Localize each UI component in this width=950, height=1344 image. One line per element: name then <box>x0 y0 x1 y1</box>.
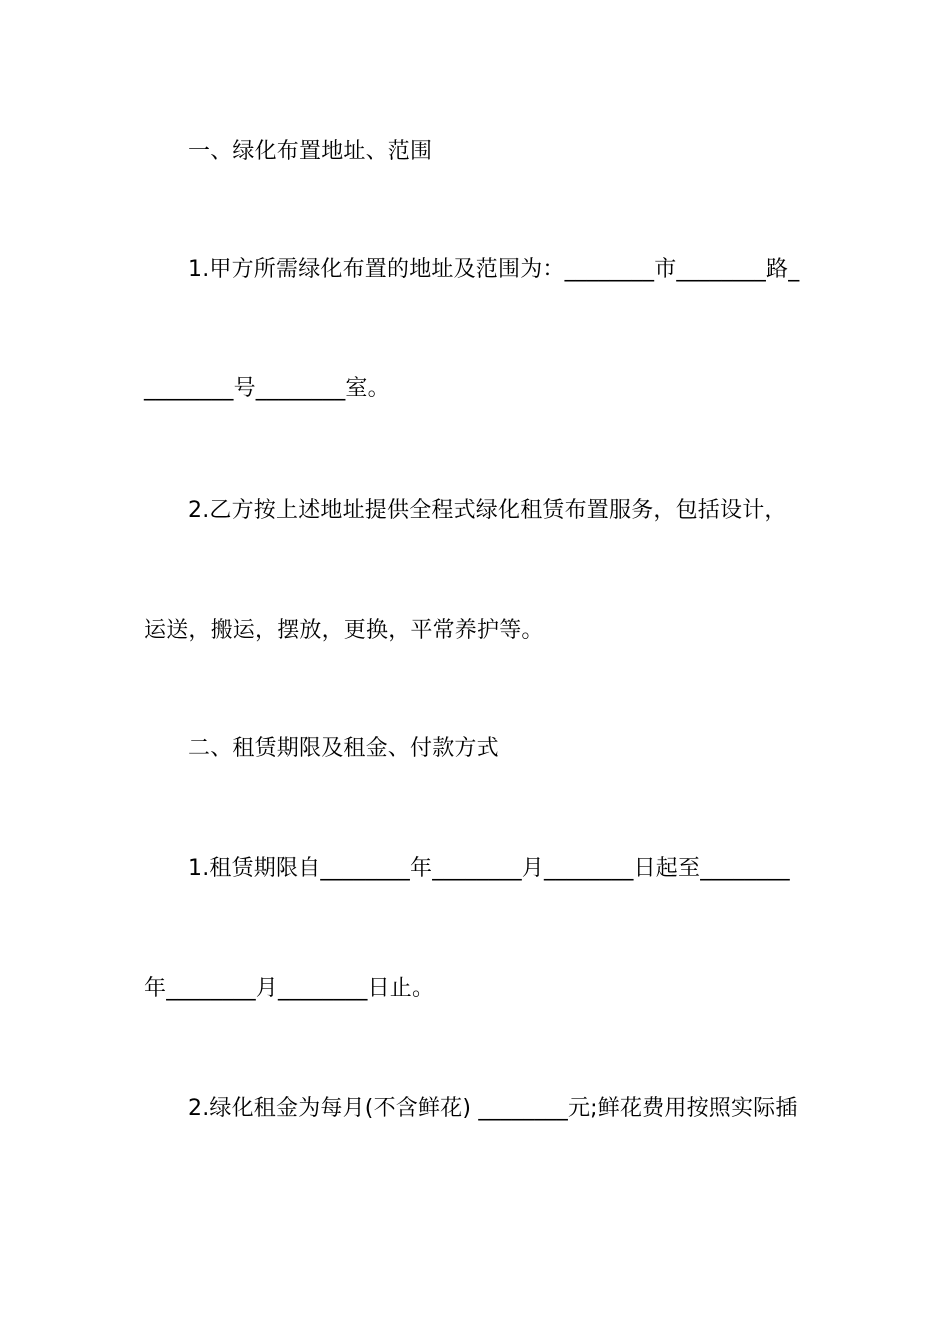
section-heading-term-rent-payment: 二、租赁期限及租金、付款方式 <box>188 736 499 761</box>
clause-service-line-2: 运送，搬运，摆放，更换，平常养护等。 <box>144 618 544 643</box>
clause-rent-line-1: 2.绿化租金为每月(不含鲜花) ________元;鲜花费用按照实际插 <box>188 1096 798 1121</box>
clause-address-line-2: ________号________室。 <box>144 376 390 401</box>
clause-service-line-1: 2.乙方按上述地址提供全程式绿化租赁布置服务，包括设计， <box>188 498 787 523</box>
clause-term-line-1: 1.租赁期限自________年________月________日起至________ <box>188 856 790 881</box>
section-heading-address-scope: 一、绿化布置地址、范围 <box>188 139 433 164</box>
clause-address-line-1: 1.甲方所需绿化布置的地址及范围为：________市________路_ <box>188 257 800 282</box>
clause-term-line-2: 年________月________日止。 <box>144 976 435 1001</box>
